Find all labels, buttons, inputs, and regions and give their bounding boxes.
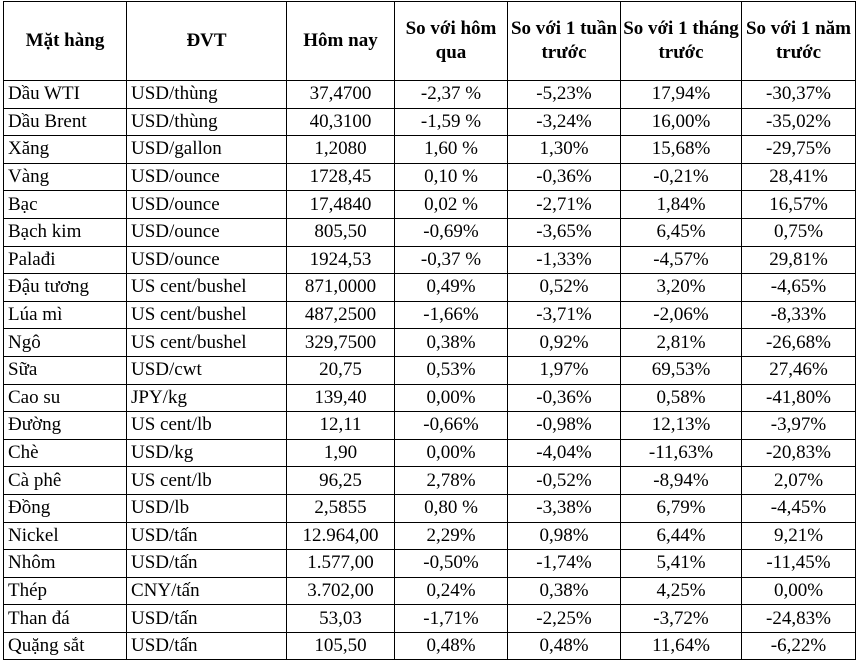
unit-cell: USD/ounce <box>127 218 287 246</box>
commodity-name: Cao su <box>4 384 127 412</box>
change-day: 0,53% <box>395 356 508 384</box>
table-body <box>4 81 856 660</box>
price-today: 1728,45 <box>287 163 395 191</box>
change-year: -6,22% <box>742 632 856 660</box>
table-row <box>4 81 856 109</box>
price-today: 1,90 <box>287 439 395 467</box>
change-year: -29,75% <box>742 136 856 164</box>
table-row <box>4 467 856 495</box>
change-year: -24,83% <box>742 605 856 633</box>
table-row <box>4 494 856 522</box>
table-row <box>4 163 856 191</box>
change-day: -2,37 % <box>395 81 508 109</box>
commodity-name: Chè <box>4 439 127 467</box>
price-today: 53,03 <box>287 605 395 633</box>
change-day: 0,00% <box>395 439 508 467</box>
change-month: -8,94% <box>621 467 742 495</box>
column-header: So với 1 tháng trước <box>621 2 742 81</box>
change-month: 16,00% <box>621 108 742 136</box>
column-header: Mặt hàng <box>4 2 127 81</box>
change-week: -2,25% <box>508 605 621 633</box>
change-year: -3,97% <box>742 412 856 440</box>
change-week: 0,52% <box>508 274 621 302</box>
commodity-name: Ngô <box>4 329 127 357</box>
change-week: -0,98% <box>508 412 621 440</box>
table-row <box>4 274 856 302</box>
unit-cell: USD/thùng <box>127 108 287 136</box>
unit-cell: USD/thùng <box>127 81 287 109</box>
table-row <box>4 522 856 550</box>
change-year: 0,00% <box>742 577 856 605</box>
price-today: 3.702,00 <box>287 577 395 605</box>
change-year: 16,57% <box>742 191 856 219</box>
change-year: 29,81% <box>742 246 856 274</box>
commodity-name: Quặng sắt <box>4 632 127 660</box>
price-today: 2,5855 <box>287 494 395 522</box>
table-row <box>4 108 856 136</box>
change-month: 1,84% <box>621 191 742 219</box>
column-header: Hôm nay <box>287 2 395 81</box>
change-day: 0,24% <box>395 577 508 605</box>
change-week: -3,71% <box>508 301 621 329</box>
table-row <box>4 136 856 164</box>
change-year: 2,07% <box>742 467 856 495</box>
change-month: -11,63% <box>621 439 742 467</box>
price-today: 487,2500 <box>287 301 395 329</box>
commodity-name: Nhôm <box>4 550 127 578</box>
commodity-name: Xăng <box>4 136 127 164</box>
price-today: 1,2080 <box>287 136 395 164</box>
change-week: 0,48% <box>508 632 621 660</box>
commodity-name: Bạc <box>4 191 127 219</box>
commodity-name: Vàng <box>4 163 127 191</box>
change-month: 12,13% <box>621 412 742 440</box>
change-year: -4,45% <box>742 494 856 522</box>
table-row <box>4 301 856 329</box>
change-week: 0,92% <box>508 329 621 357</box>
table-row <box>4 605 856 633</box>
unit-cell: US cent/lb <box>127 412 287 440</box>
change-year: -41,80% <box>742 384 856 412</box>
change-year: -30,37% <box>742 81 856 109</box>
change-week: 1,97% <box>508 356 621 384</box>
commodity-name: Sữa <box>4 356 127 384</box>
unit-cell: USD/kg <box>127 439 287 467</box>
commodity-name: Dầu Brent <box>4 108 127 136</box>
price-today: 40,3100 <box>287 108 395 136</box>
table-header-row <box>4 2 856 81</box>
commodity-name: Nickel <box>4 522 127 550</box>
price-today: 105,50 <box>287 632 395 660</box>
change-week: -0,36% <box>508 384 621 412</box>
commodity-name: Bạch kim <box>4 218 127 246</box>
commodity-name: Than đá <box>4 605 127 633</box>
change-day: -0,50% <box>395 550 508 578</box>
change-month: 2,81% <box>621 329 742 357</box>
price-today: 871,0000 <box>287 274 395 302</box>
unit-cell: US cent/bushel <box>127 329 287 357</box>
price-today: 139,40 <box>287 384 395 412</box>
table-row <box>4 191 856 219</box>
change-month: 15,68% <box>621 136 742 164</box>
change-week: -4,04% <box>508 439 621 467</box>
table-row <box>4 218 856 246</box>
change-week: 0,98% <box>508 522 621 550</box>
unit-cell: USD/ounce <box>127 191 287 219</box>
change-month: 11,64% <box>621 632 742 660</box>
price-today: 96,25 <box>287 467 395 495</box>
price-today: 12.964,00 <box>287 522 395 550</box>
change-week: -3,24% <box>508 108 621 136</box>
unit-cell: USD/gallon <box>127 136 287 164</box>
change-day: 0,38% <box>395 329 508 357</box>
change-week: -3,38% <box>508 494 621 522</box>
unit-cell: USD/ounce <box>127 246 287 274</box>
unit-cell: JPY/kg <box>127 384 287 412</box>
unit-cell: USD/tấn <box>127 605 287 633</box>
price-today: 329,7500 <box>287 329 395 357</box>
column-header: So với 1 tuần trước <box>508 2 621 81</box>
change-year: -8,33% <box>742 301 856 329</box>
change-week: 1,30% <box>508 136 621 164</box>
change-week: 0,38% <box>508 577 621 605</box>
table-row <box>4 412 856 440</box>
change-day: -1,71% <box>395 605 508 633</box>
change-week: -3,65% <box>508 218 621 246</box>
table-row <box>4 356 856 384</box>
commodity-name: Lúa mì <box>4 301 127 329</box>
commodity-name: Đồng <box>4 494 127 522</box>
unit-cell: US cent/lb <box>127 467 287 495</box>
unit-cell: USD/tấn <box>127 522 287 550</box>
change-day: -0,66% <box>395 412 508 440</box>
table-row <box>4 246 856 274</box>
change-day: 0,80 % <box>395 494 508 522</box>
change-month: -0,21% <box>621 163 742 191</box>
unit-cell: US cent/bushel <box>127 274 287 302</box>
change-year: -4,65% <box>742 274 856 302</box>
change-month: 5,41% <box>621 550 742 578</box>
column-header: So với 1 năm trước <box>742 2 856 81</box>
table-row <box>4 439 856 467</box>
change-week: -1,33% <box>508 246 621 274</box>
change-month: -4,57% <box>621 246 742 274</box>
change-day: 2,29% <box>395 522 508 550</box>
unit-cell: US cent/bushel <box>127 301 287 329</box>
unit-cell: USD/cwt <box>127 356 287 384</box>
change-year: 28,41% <box>742 163 856 191</box>
change-month: 4,25% <box>621 577 742 605</box>
change-year: 0,75% <box>742 218 856 246</box>
change-day: -0,69% <box>395 218 508 246</box>
change-week: -5,23% <box>508 81 621 109</box>
change-month: -2,06% <box>621 301 742 329</box>
table-row <box>4 329 856 357</box>
commodity-name: Dầu WTI <box>4 81 127 109</box>
price-today: 12,11 <box>287 412 395 440</box>
change-week: -0,52% <box>508 467 621 495</box>
price-today: 17,4840 <box>287 191 395 219</box>
price-today: 1.577,00 <box>287 550 395 578</box>
commodity-name: Đậu tương <box>4 274 127 302</box>
change-month: -3,72% <box>621 605 742 633</box>
unit-cell: CNY/tấn <box>127 577 287 605</box>
change-month: 69,53% <box>621 356 742 384</box>
table-row <box>4 550 856 578</box>
change-day: 2,78% <box>395 467 508 495</box>
change-month: 6,45% <box>621 218 742 246</box>
table-row <box>4 384 856 412</box>
change-day: 1,60 % <box>395 136 508 164</box>
change-year: -11,45% <box>742 550 856 578</box>
change-week: -2,71% <box>508 191 621 219</box>
change-month: 6,79% <box>621 494 742 522</box>
column-header: ĐVT <box>127 2 287 81</box>
commodity-price-table <box>3 1 856 660</box>
commodity-name: Đường <box>4 412 127 440</box>
change-day: 0,00% <box>395 384 508 412</box>
unit-cell: USD/tấn <box>127 550 287 578</box>
price-today: 37,4700 <box>287 81 395 109</box>
commodity-name: Thép <box>4 577 127 605</box>
unit-cell: USD/tấn <box>127 632 287 660</box>
column-header: So với hôm qua <box>395 2 508 81</box>
table-row <box>4 577 856 605</box>
change-day: -1,66% <box>395 301 508 329</box>
change-day: 0,10 % <box>395 163 508 191</box>
change-year: -35,02% <box>742 108 856 136</box>
change-year: 9,21% <box>742 522 856 550</box>
commodity-name: Cà phê <box>4 467 127 495</box>
change-day: 0,48% <box>395 632 508 660</box>
change-month: 0,58% <box>621 384 742 412</box>
unit-cell: USD/lb <box>127 494 287 522</box>
change-month: 17,94% <box>621 81 742 109</box>
change-year: 27,46% <box>742 356 856 384</box>
change-day: 0,02 % <box>395 191 508 219</box>
change-day: 0,49% <box>395 274 508 302</box>
change-day: -1,59 % <box>395 108 508 136</box>
change-month: 6,44% <box>621 522 742 550</box>
unit-cell: USD/ounce <box>127 163 287 191</box>
price-today: 1924,53 <box>287 246 395 274</box>
change-year: -26,68% <box>742 329 856 357</box>
price-today: 805,50 <box>287 218 395 246</box>
change-week: -1,74% <box>508 550 621 578</box>
change-year: -20,83% <box>742 439 856 467</box>
change-week: -0,36% <box>508 163 621 191</box>
commodity-name: Palađi <box>4 246 127 274</box>
table-row <box>4 632 856 660</box>
change-month: 3,20% <box>621 274 742 302</box>
price-today: 20,75 <box>287 356 395 384</box>
change-day: -0,37 % <box>395 246 508 274</box>
